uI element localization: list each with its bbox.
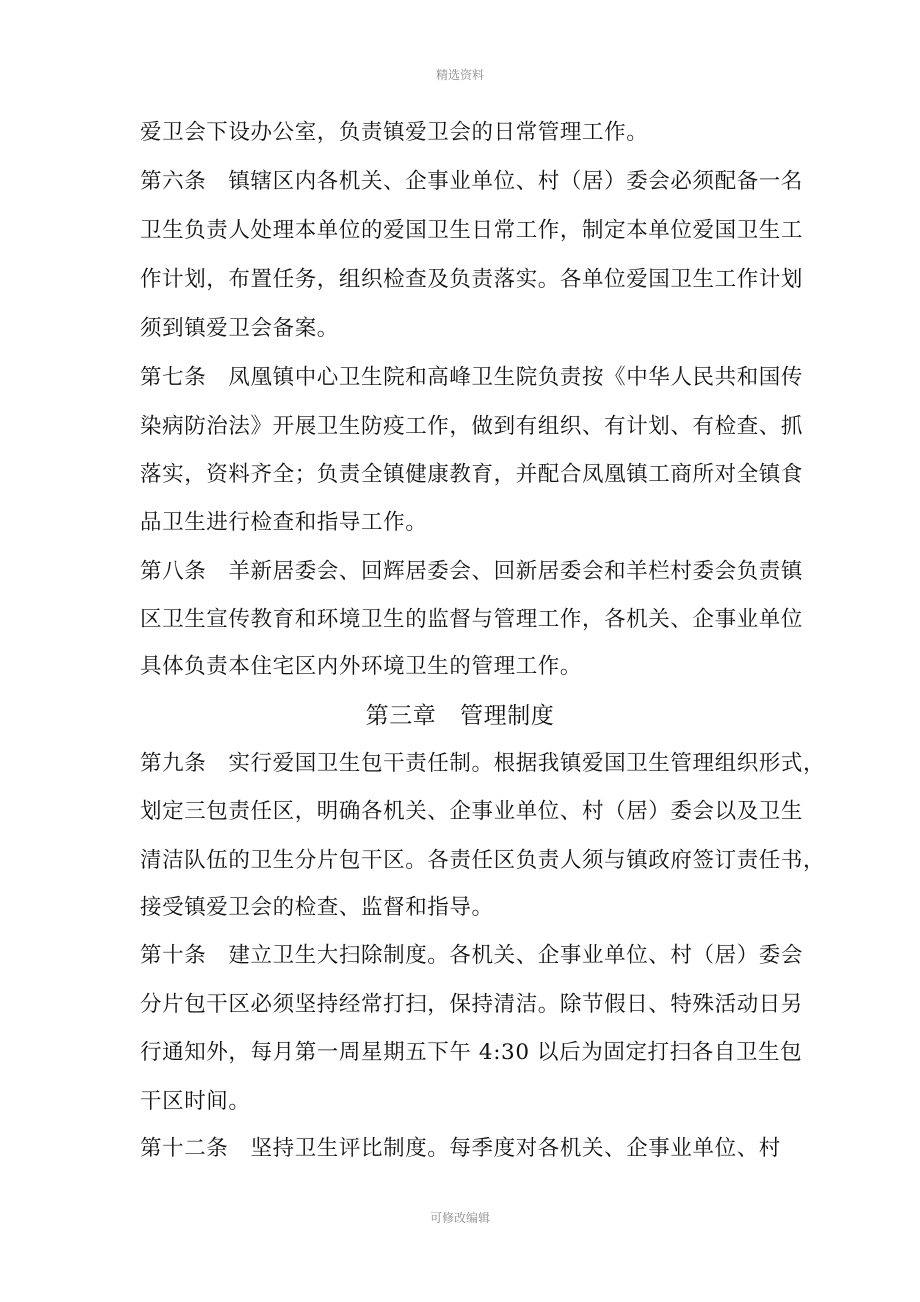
text-line: 第十条 建立卫生大扫除制度。各机关、企事业单位、村（居）委会 [140, 943, 804, 968]
text-line: 须到镇爱卫会备案。 [140, 316, 339, 341]
text-line: 第九条 实行爱国卫生包干责任制。根据我镇爱国卫生管理组织形式， [140, 751, 826, 776]
text-line: 分片包干区必须坚持经常打扫，保持清洁。除节假日、特殊活动日另 [140, 992, 804, 1017]
page-header: 精选资料 [435, 68, 484, 82]
text-line: 爱卫会下设办公室，负责镇爱卫会的日常管理工作。 [140, 120, 649, 145]
text-line: 区卫生宣传教育和环境卫生的监督与管理工作，各机关、企事业单位 [140, 607, 804, 632]
text-line: 干区时间。 [140, 1089, 251, 1114]
text-line: 接受镇爱卫会的检查、监督和指导。 [140, 895, 494, 920]
text-line: 作计划，布置任务，组织检查及负责落实。各单位爱国卫生工作计划 [140, 267, 804, 292]
text-line: 第七条 凤凰镇中心卫生院和高峰卫生院负责按《中华人民共和国传 [140, 365, 804, 390]
text-line: 落实，资料齐全；负责全镇健康教育，并配合凤凰镇工商所对全镇食 [140, 462, 804, 487]
text-line: 行通知外，每月第一周星期五下午 4:30 以后为固定打扫各自卫生包 [140, 1040, 803, 1065]
text-line: 具体负责本住宅区内外环境卫生的管理工作。 [140, 654, 583, 679]
chapter-heading: 第三章 管理制度 [365, 703, 555, 729]
text-line: 第六条 镇辖区内各机关、企事业单位、村（居）委会必须配备一名 [140, 169, 804, 194]
text-line: 第八条 羊新居委会、回辉居委会、回新居委会和羊栏村委会负责镇 [140, 559, 804, 584]
text-line: 第十二条 坚持卫生评比制度。每季度对各机关、企事业单位、村 [140, 1136, 781, 1161]
page-footer: 可修改编辑 [429, 1211, 490, 1225]
text-line: 品卫生进行检查和指导工作。 [140, 510, 428, 535]
text-line: 染病防治法》开展卫生防疫工作，做到有组织、有计划、有检查、抓 [140, 414, 804, 439]
text-line: 划定三包责任区，明确各机关、企事业单位、村（居）委会以及卫生 [140, 799, 804, 824]
text-line: 清洁队伍的卫生分片包干区。各责任区负责人须与镇政府签订责任书， [140, 848, 826, 873]
text-line: 卫生负责人处理本单位的爱国卫生日常工作，制定本单位爱国卫生工 [140, 218, 804, 243]
